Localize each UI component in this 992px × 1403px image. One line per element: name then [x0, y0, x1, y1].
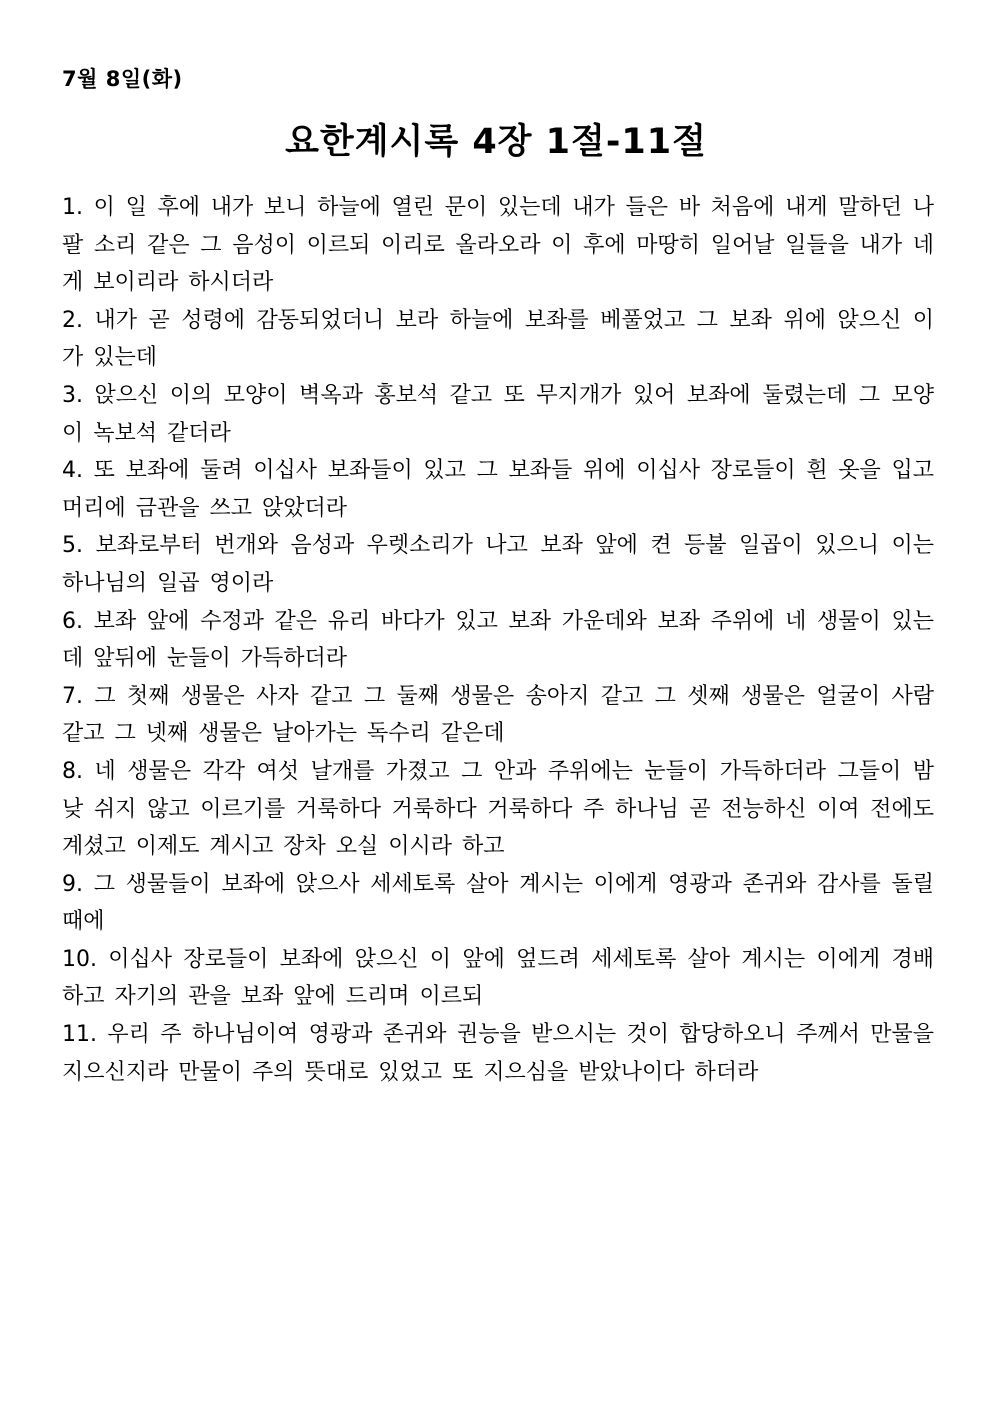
- verse-3: 3. 앉으신 이의 모양이 벽옥과 홍보석 같고 또 무지개가 있어 보좌에 둘렸는데 그 모양이 녹보석 같더라: [62, 382, 934, 446]
- verse-6: 6. 보좌 앞에 수정과 같은 유리 바다가 있고 보좌 가운데와 보좌 주위에 네 생물이 있는데 앞뒤에 눈들이 가득하더라: [62, 608, 934, 672]
- page-title: 요한계시록 4장 1절-11절: [285, 122, 707, 162]
- verse-list: [62, 189, 934, 1091]
- verse-5: 5. 보좌로부터 번개와 음성과 우렛소리가 나고 보좌 앞에 켠 등불 일곱이 있으니 이는 하나님의 일곱 영이라: [62, 533, 934, 596]
- verse-7: 7. 그 첫째 생물은 사자 같고 그 둘째 생물은 송아지 같고 그 셋째 생물은 얼굴이 사람 같고 그 넷째 생물은 날아가는 독수리 같은데: [62, 683, 934, 747]
- verse-4: 4. 또 보좌에 둘려 이십사 보좌들이 있고 그 보좌들 위에 이십사 장로들이 흰 옷을 입고 머리에 금관을 쓰고 앉았더라: [62, 458, 934, 521]
- date-label: 7월 8일(화): [62, 67, 183, 91]
- verse-2: 2. 내가 곧 성령에 감동되었더니 보라 하늘에 보좌를 베풀었고 그 보좌 위에 앉으신 이가 있는데: [62, 307, 934, 371]
- verse-11: 11. 우리 주 하나님이여 영광과 존귀와 권능을 받으시는 것이 합당하오니 주께서 만물을 지으신지라 만물이 주의 뜻대로 있었고 또 지으심을 받았나이다 하더라: [62, 1022, 934, 1085]
- verse-10: 10. 이십사 장로들이 보좌에 앉으신 이 앞에 엎드려 세세토록 살아 계시는 이에게 경배하고 자기의 관을 보좌 앞에 드리며 이르되: [62, 946, 934, 1010]
- verse-8: 8. 네 생물은 각각 여섯 날개를 가졌고 그 안과 주위에는 눈들이 가득하더라 그들이 밤낮 쉬지 않고 이르기를 거룩하다 거룩하다 거룩하다 주 하나님 곧 전능하신 이여 전에도 계셨고 이제도 계시고 장차 오실 이시라 하고: [62, 758, 934, 860]
- verse-1: 1. 이 일 후에 내가 보니 하늘에 열린 문이 있는데 내가 들은 바 처음에 내게 말하던 나팔 소리 같은 그 음성이 이르되 이리로 올라오라 이 후에 마땅히 일어날 일들을 내가 네게 보이리라 하시더라: [62, 195, 934, 296]
- verse-9: 9. 그 생물들이 보좌에 앉으사 세세토록 살아 계시는 이에게 영광과 존귀와 감사를 돌릴 때에: [62, 871, 934, 935]
